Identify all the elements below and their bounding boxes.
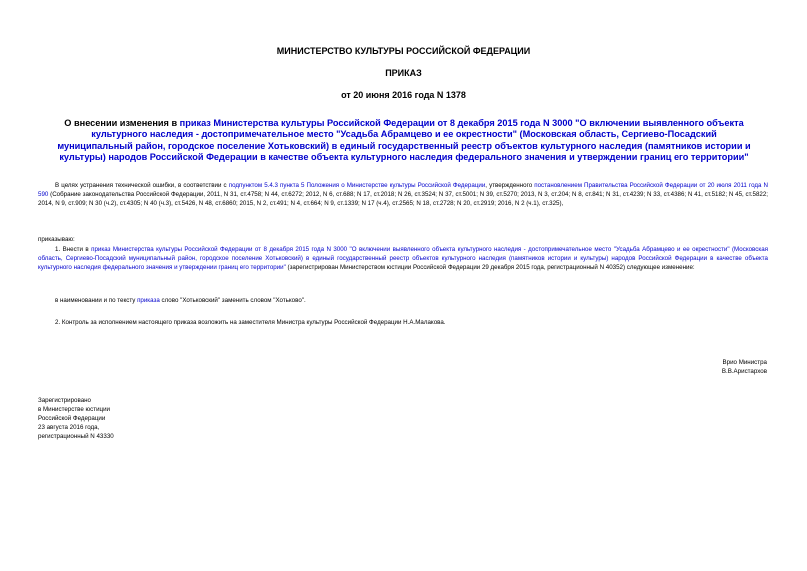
order-link[interactable]: приказа — [137, 297, 160, 304]
signatory-position: Врио Министра — [722, 359, 767, 366]
order-word: приказываю: — [38, 236, 75, 243]
change-text-1: в наименовании и по тексту — [55, 297, 138, 304]
change-paragraph — [38, 296, 768, 305]
government-resolution-link[interactable]: постановлением Правительства Российской Федерации от 20 июля 2011 года N 590 — [38, 182, 768, 199]
signatory-name: В.В.Аристархов — [721, 368, 767, 375]
preamble-text-1: В целях устранения технической ошибки, в соответствии с — [55, 182, 229, 189]
registration-line: Российской Федерации — [38, 415, 106, 423]
date-number-heading: от 20 июня 2016 года N 1378 — [341, 90, 466, 100]
title-prefix: О внесении изменения в — [64, 118, 180, 128]
item-1-paragraph — [38, 245, 768, 272]
registration-line: 23 августа 2016 года, — [38, 424, 100, 432]
preamble-paragraph — [38, 181, 768, 208]
regulation-subparagraph-link[interactable]: подпунктом 5.4.3 пункта 5 Положения о Министерстве культуры Российской Федерации — [228, 182, 486, 189]
order-3000-link[interactable]: приказ Министерства культуры Российской Федерации от 8 декабря 2015 года N 3000 "О включении выявленного объекта культурного наследия - достопримечательное место "Усадьба Абрамцево и ее окрестности" (Московская область, Сергиево-Посадский муниципальный район, городское поселение Хотьковский) в единый государственный реестр объектов культурного наследия (памятников истории и культуры) народов Российской Федерации в качестве объекта культурного наследия федерального значения и утверждении границ его территории" — [38, 246, 768, 272]
document-title — [54, 118, 754, 164]
item-2-paragraph: 2. Контроль за исполнением настоящего приказа возложить на заместителя Министра культуры Российской Федерации Н.А.Малакова. — [55, 319, 446, 326]
registration-line: регистрационный N 43330 — [38, 433, 114, 441]
item-1-text-1: 1. Внести в — [55, 246, 92, 253]
preamble-text-2: , утвержденного — [485, 182, 535, 189]
registration-block — [38, 396, 114, 441]
item-1-text-2: (зарегистрирован Министерством юстиции Российской Федерации 29 декабря 2015 года, регистрационный N 40352) следующее изменение: — [285, 264, 695, 272]
ministry-heading: МИНИСТЕРСТВО КУЛЬТУРЫ РОССИЙСКОЙ ФЕДЕРАЦИИ — [276, 46, 531, 56]
doc-type-heading: ПРИКАЗ — [385, 68, 422, 78]
registration-line: Зарегистрировано — [38, 397, 91, 404]
title-amended-order-link[interactable]: приказ Министерства культуры Российской Федерации от 8 декабря 2015 года N 3000 "О включении выявленного объекта культурного наследия - достопримечательное место "Усадьба Абрамцево и ее окрестности" (Московская область, Сергиево-Посадский муниципальный район, городское поселение Хотьковский) в единый государственный реестр объектов культурного наследия (памятников истории и культуры) народов Российской Федерации в качестве объекта культурного наследия федерального значения и утверждении границ его территории" — [57, 118, 751, 163]
change-text-2: слово "Хотьковский" заменить словом "Хотьково". — [159, 297, 306, 304]
registration-line: в Министерстве юстиции — [38, 406, 111, 414]
preamble-text-3: (Собрание законодательства Российской Федерации, 2011, N 31, ст.4758; N 44, ст.6272; 2012, N 6, ст.688; N 17, ст.2018; N 26, ст.3524; N 37, ст.5001; N 39, ст.5270; 2013, N 3, ст.204; N 8, ст.841; N 31, ст.4239; N 33, ст.4386; N 41, ст.5182; N 45, ст.5822; 2014, N 9, ст.909; N 30 (ч.2), ст.4305; N 40 (ч.3), ст.5426, N 48, ст.6860; 2015, N 2, ст.491; N 4, ст.664; N 9, ст.1339; N 17 (ч.4), ст.2565; N 18, ст.2728; N 20, ст.2919; 2016, N 2 (ч.1), ст.325), — [38, 191, 768, 208]
